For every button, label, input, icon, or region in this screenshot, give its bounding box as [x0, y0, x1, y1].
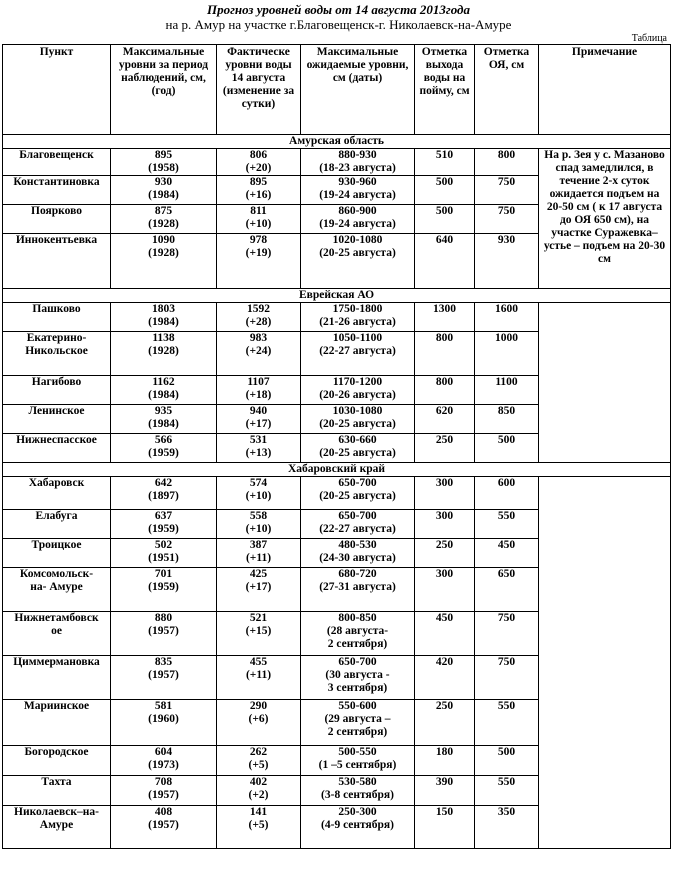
cell-actual-level-line: 521 — [249, 612, 268, 624]
cell-point-line: Иннокентьевка — [15, 234, 98, 246]
cell-point — [3, 149, 111, 176]
cell-oya-mark: 650 — [475, 568, 539, 612]
cell-expected-level — [301, 332, 415, 376]
cell-actual-level-line: 895 — [249, 176, 268, 188]
cell-max-level — [111, 510, 217, 539]
cell-actual-level-line: 1592 — [247, 303, 270, 315]
cell-oya-mark: 800 — [475, 149, 539, 176]
cell-max-level-line: 835 — [154, 656, 173, 668]
cell-expected-level-line: (29 августа – — [324, 713, 391, 725]
cell-point-line: Ленинское — [28, 405, 85, 417]
cell-expected-level-line: (28 августа- — [326, 625, 389, 637]
cell-floodplain-mark: 300 — [415, 568, 475, 612]
cell-actual-level — [217, 510, 301, 539]
cell-actual-level-line: 531 — [249, 434, 268, 446]
cell-oya-mark: 550 — [475, 776, 539, 806]
cell-max-level-line: (1928) — [148, 345, 179, 357]
cell-point — [3, 303, 111, 332]
cell-point-line: Нагибово — [31, 376, 82, 388]
cell-floodplain-mark: 510 — [415, 149, 475, 176]
cell-expected-level — [301, 568, 415, 612]
cell-point — [3, 568, 111, 612]
table-body — [3, 135, 671, 849]
cell-expected-level-line: (20-25 августа) — [319, 490, 396, 502]
cell-point — [3, 205, 111, 234]
cell-expected-level — [301, 205, 415, 234]
cell-expected-level-line: (22-27 августа) — [319, 345, 396, 357]
cell-max-level-line: (1984) — [148, 316, 179, 328]
cell-expected-level-line: (24-30 августа) — [319, 552, 396, 564]
cell-expected-level-line: 550-600 — [338, 700, 377, 712]
cell-actual-level-line: (+13) — [245, 447, 272, 459]
cell-expected-level — [301, 746, 415, 776]
cell-oya-mark: 550 — [475, 700, 539, 746]
cell-point-line: Нижнетамбовск — [14, 612, 99, 624]
cell-max-level-line: 1090 — [152, 234, 175, 246]
cell-max-level-line: (1984) — [148, 389, 179, 401]
header-note: Примечание — [539, 45, 671, 135]
cell-point — [3, 700, 111, 746]
cell-floodplain-mark: 180 — [415, 746, 475, 776]
cell-max-level-line: (1973) — [148, 759, 179, 771]
cell-expected-level-line: 880-930 — [338, 149, 377, 161]
cell-max-level-line: 502 — [154, 539, 173, 551]
cell-actual-level-line: 455 — [249, 656, 268, 668]
cell-oya-mark: 850 — [475, 405, 539, 434]
cell-oya-mark: 750 — [475, 205, 539, 234]
cell-actual-level — [217, 700, 301, 746]
cell-oya-mark: 500 — [475, 434, 539, 463]
cell-actual-level-line: (+10) — [245, 218, 272, 230]
cell-point — [3, 806, 111, 849]
cell-point-line: Тахта — [41, 776, 72, 788]
cell-max-level-line: 1162 — [152, 376, 175, 388]
cell-oya-mark: 350 — [475, 806, 539, 849]
cell-expected-level-line: 1020-1080 — [332, 234, 383, 246]
cell-point — [3, 376, 111, 405]
cell-expected-level-line: 3 сентября) — [327, 682, 388, 694]
cell-expected-level-line: (19-24 августа) — [319, 189, 396, 201]
cell-max-level — [111, 656, 217, 700]
cell-oya-mark: 1600 — [475, 303, 539, 332]
header-oya-mark: Отметка ОЯ, см — [475, 45, 539, 135]
cell-actual-level-line: 558 — [249, 510, 268, 522]
cell-expected-level-line: 630-660 — [338, 434, 377, 446]
cell-actual-level-line: (+11) — [245, 552, 272, 564]
cell-oya-mark: 500 — [475, 746, 539, 776]
cell-floodplain-mark: 620 — [415, 405, 475, 434]
cell-actual-level-line: (+16) — [245, 189, 272, 201]
cell-expected-level — [301, 806, 415, 849]
cell-point-line: Мариинское — [23, 700, 90, 712]
cell-max-level-line: (1959) — [148, 523, 179, 535]
cell-note — [539, 303, 671, 463]
cell-expected-level-line: (1 –5 сентября) — [318, 759, 397, 771]
cell-actual-level-line: (+24) — [245, 345, 272, 357]
cell-oya-mark: 1100 — [475, 376, 539, 405]
cell-max-level-line: 604 — [154, 746, 173, 758]
cell-actual-level — [217, 568, 301, 612]
header-expected-levels: Максимальные ожидаемые уровни, см (даты) — [301, 45, 415, 135]
cell-oya-mark: 750 — [475, 612, 539, 656]
cell-point — [3, 405, 111, 434]
cell-oya-mark: 550 — [475, 510, 539, 539]
cell-oya-mark: 450 — [475, 539, 539, 568]
cell-floodplain-mark: 150 — [415, 806, 475, 849]
cell-oya-mark: 600 — [475, 477, 539, 510]
cell-floodplain-mark: 390 — [415, 776, 475, 806]
cell-expected-level-line: (3-8 сентября) — [321, 789, 394, 801]
cell-point — [3, 510, 111, 539]
cell-expected-level-line: 530-580 — [338, 776, 377, 788]
cell-max-level-line: 708 — [154, 776, 173, 788]
cell-floodplain-mark: 250 — [415, 434, 475, 463]
cell-floodplain-mark: 250 — [415, 700, 475, 746]
cell-actual-level-line: 940 — [249, 405, 268, 417]
cell-expected-level-line: 1170-1200 — [332, 376, 383, 388]
cell-expected-level-line: (22-27 августа) — [319, 523, 396, 535]
cell-actual-level — [217, 434, 301, 463]
cell-expected-level — [301, 234, 415, 289]
cell-max-level-line: (1984) — [148, 189, 179, 201]
table-row — [3, 477, 671, 510]
header-max-levels: Максимальные уровни за период наблюдений, см, (год) — [111, 45, 217, 135]
cell-max-level — [111, 234, 217, 289]
cell-max-level — [111, 149, 217, 176]
cell-expected-level-line: 1050-1100 — [332, 332, 383, 344]
cell-actual-level — [217, 656, 301, 700]
cell-expected-level-line: 1750-1800 — [332, 303, 383, 315]
cell-expected-level-line: (4-9 сентября) — [321, 819, 394, 831]
cell-actual-level-line: 262 — [249, 746, 268, 758]
cell-actual-level-line: 425 — [249, 568, 268, 580]
cell-point-line: Троицкое — [31, 539, 82, 551]
cell-floodplain-mark: 640 — [415, 234, 475, 289]
cell-max-level-line: 581 — [154, 700, 173, 712]
cell-max-level-line: 642 — [154, 477, 173, 489]
cell-floodplain-mark: 500 — [415, 205, 475, 234]
cell-max-level — [111, 332, 217, 376]
cell-expected-level — [301, 477, 415, 510]
table-header-row — [3, 45, 671, 135]
region-title: Хабаровский край — [3, 463, 671, 477]
cell-max-level — [111, 568, 217, 612]
cell-max-level — [111, 612, 217, 656]
cell-max-level-line: (1960) — [148, 713, 179, 725]
cell-point-line: Елабуга — [35, 510, 78, 522]
cell-point-line: Амуре — [39, 819, 74, 831]
cell-expected-level — [301, 700, 415, 746]
cell-expected-level — [301, 149, 415, 176]
cell-expected-level — [301, 776, 415, 806]
cell-point-line: Благовещенск — [19, 149, 94, 161]
cell-max-level-line: (1959) — [148, 581, 179, 593]
table-row — [3, 303, 671, 332]
cell-floodplain-mark: 800 — [415, 332, 475, 376]
cell-expected-level-line: 2 сентября) — [327, 726, 388, 738]
cell-expected-level — [301, 176, 415, 205]
cell-floodplain-mark: 1300 — [415, 303, 475, 332]
cell-actual-level — [217, 149, 301, 176]
cell-expected-level — [301, 376, 415, 405]
cell-max-level-line: (1957) — [148, 625, 179, 637]
cell-max-level-line: 1138 — [152, 332, 175, 344]
cell-expected-level-line: 480-530 — [338, 539, 377, 551]
cell-max-level — [111, 776, 217, 806]
cell-oya-mark: 1000 — [475, 332, 539, 376]
cell-expected-level-line: (21-26 августа) — [319, 316, 396, 328]
cell-max-level-line: 1803 — [152, 303, 175, 315]
cell-max-level-line: (1959) — [148, 447, 179, 459]
cell-expected-level-line: (27-31 августа) — [319, 581, 396, 593]
cell-max-level-line: (1928) — [148, 218, 179, 230]
cell-max-level-line: 637 — [154, 510, 173, 522]
cell-actual-level — [217, 205, 301, 234]
cell-actual-level — [217, 176, 301, 205]
cell-max-level-line: 930 — [154, 176, 173, 188]
cell-expected-level-line: (18-23 августа) — [319, 162, 396, 174]
region-title: Амурская область — [3, 135, 671, 149]
cell-actual-level-line: (+28) — [245, 316, 272, 328]
cell-expected-level-line: 500-550 — [338, 746, 377, 758]
cell-point — [3, 332, 111, 376]
cell-max-level — [111, 539, 217, 568]
cell-note — [539, 477, 671, 849]
cell-floodplain-mark: 300 — [415, 477, 475, 510]
cell-actual-level — [217, 477, 301, 510]
cell-floodplain-mark: 420 — [415, 656, 475, 700]
cell-oya-mark: 750 — [475, 656, 539, 700]
cell-max-level — [111, 303, 217, 332]
cell-actual-level-line: 978 — [249, 234, 268, 246]
cell-max-level-line: (1957) — [148, 789, 179, 801]
cell-point — [3, 539, 111, 568]
cell-point-line: Никольское — [25, 345, 88, 357]
cell-expected-level-line: (20-25 августа) — [319, 247, 396, 259]
cell-actual-level — [217, 806, 301, 849]
cell-actual-level — [217, 332, 301, 376]
cell-expected-level — [301, 405, 415, 434]
cell-point — [3, 176, 111, 205]
cell-expected-level-line: 650-700 — [338, 510, 377, 522]
cell-expected-level — [301, 539, 415, 568]
table-row — [3, 149, 671, 176]
cell-actual-level — [217, 303, 301, 332]
forecast-table — [2, 44, 671, 849]
cell-max-level — [111, 205, 217, 234]
cell-max-level-line: (1928) — [148, 247, 179, 259]
cell-expected-level-line: (20-25 августа) — [319, 418, 396, 430]
cell-point-line: Екатерино- — [26, 332, 87, 344]
cell-max-level-line: 880 — [154, 612, 173, 624]
cell-max-level-line: (1957) — [148, 819, 179, 831]
cell-expected-level — [301, 434, 415, 463]
cell-point-line: Нижнеспасское — [16, 434, 97, 446]
cell-max-level — [111, 434, 217, 463]
cell-point — [3, 434, 111, 463]
cell-actual-level-line: (+17) — [245, 581, 272, 593]
cell-oya-mark: 750 — [475, 176, 539, 205]
table-label: Таблица — [631, 33, 667, 44]
cell-expected-level-line: 650-700 — [338, 656, 377, 668]
region-row — [3, 135, 671, 149]
header-actual-levels: Фактическе уровни воды 14 августа (изменение за сутки) — [217, 45, 301, 135]
cell-point-line: Константиновка — [13, 176, 100, 188]
cell-actual-level — [217, 234, 301, 289]
cell-point-line: на- Амуре — [30, 581, 83, 593]
cell-actual-level-line: (+11) — [245, 669, 272, 681]
cell-max-level-line: (1984) — [148, 418, 179, 430]
cell-max-level-line: (1951) — [148, 552, 179, 564]
cell-expected-level-line: 860-900 — [338, 205, 377, 217]
cell-max-level-line: (1957) — [148, 669, 179, 681]
header-point: Пункт — [3, 45, 111, 135]
cell-floodplain-mark: 800 — [415, 376, 475, 405]
cell-max-level — [111, 806, 217, 849]
cell-actual-level-line: (+15) — [245, 625, 272, 637]
cell-expected-level-line: (30 августа - — [325, 669, 390, 681]
cell-actual-level-line: (+2) — [248, 789, 269, 801]
cell-max-level — [111, 700, 217, 746]
cell-max-level-line: 875 — [154, 205, 173, 217]
region-row — [3, 463, 671, 477]
cell-point — [3, 477, 111, 510]
document-subtitle: на р. Амур на участке г.Благовещенск-г. Николаевск-на-Амуре — [165, 17, 512, 32]
cell-actual-level-line: 983 — [249, 332, 268, 344]
cell-actual-level — [217, 376, 301, 405]
cell-actual-level-line: (+10) — [245, 523, 272, 535]
cell-expected-level-line: (19-24 августа) — [319, 218, 396, 230]
cell-max-level-line: (1897) — [148, 490, 179, 502]
cell-floodplain-mark: 500 — [415, 176, 475, 205]
cell-max-level-line: 895 — [154, 149, 173, 161]
cell-expected-level-line: 650-700 — [338, 477, 377, 489]
cell-point-line: Николаевск–на- — [14, 806, 99, 818]
cell-point — [3, 776, 111, 806]
cell-max-level — [111, 477, 217, 510]
cell-actual-level-line: 387 — [249, 539, 268, 551]
region-title: Еврейская АО — [3, 289, 671, 303]
cell-expected-level-line: (20-25 августа) — [319, 447, 396, 459]
cell-actual-level-line: 402 — [249, 776, 268, 788]
cell-actual-level — [217, 776, 301, 806]
cell-actual-level-line: (+20) — [245, 162, 272, 174]
cell-max-level — [111, 405, 217, 434]
cell-point — [3, 746, 111, 776]
cell-point-line: ое — [51, 625, 62, 637]
cell-actual-level-line: (+19) — [245, 247, 272, 259]
cell-expected-level-line: 800-850 — [338, 612, 377, 624]
cell-floodplain-mark: 250 — [415, 539, 475, 568]
cell-actual-level-line: 574 — [249, 477, 268, 489]
cell-max-level-line: 408 — [154, 806, 173, 818]
cell-max-level-line: (1958) — [148, 162, 179, 174]
cell-point — [3, 234, 111, 289]
document-title: Прогноз уровней воды от 14 августа 2013года — [206, 2, 471, 17]
cell-point-line: Пашково — [32, 303, 81, 315]
cell-max-level-line: 701 — [154, 568, 173, 580]
cell-actual-level-line: 290 — [249, 700, 268, 712]
cell-max-level — [111, 376, 217, 405]
cell-actual-level — [217, 539, 301, 568]
cell-actual-level-line: (+17) — [245, 418, 272, 430]
cell-expected-level-line: 2 сентября) — [327, 638, 388, 650]
cell-actual-level-line: (+6) — [248, 713, 269, 725]
cell-actual-level-line: (+5) — [248, 819, 269, 831]
cell-actual-level — [217, 612, 301, 656]
cell-expected-level-line: (20-26 августа) — [319, 389, 396, 401]
cell-oya-mark: 930 — [475, 234, 539, 289]
cell-actual-level-line: (+18) — [245, 389, 272, 401]
cell-max-level — [111, 176, 217, 205]
cell-floodplain-mark: 450 — [415, 612, 475, 656]
cell-point-line: Хабаровск — [28, 477, 85, 489]
cell-actual-level-line: 806 — [249, 149, 268, 161]
cell-actual-level-line: (+10) — [245, 490, 272, 502]
cell-actual-level-line: 811 — [250, 205, 267, 217]
cell-actual-level-line: 141 — [249, 806, 268, 818]
cell-actual-level-line: (+5) — [248, 759, 269, 771]
cell-point-line: Циммермановка — [13, 656, 100, 668]
cell-expected-level — [301, 510, 415, 539]
cell-note: На р. Зея у с. Мазаново спад замедлился, в течение 2-х суток ожидается подъем на 20-50 см ( к 17 августа до ОЯ 650 см), на участке Суражевка–устье – подъем на 20-30 см — [539, 149, 671, 289]
cell-expected-level-line: 930-960 — [338, 176, 377, 188]
cell-point — [3, 656, 111, 700]
cell-floodplain-mark: 300 — [415, 510, 475, 539]
cell-expected-level-line: 1030-1080 — [332, 405, 383, 417]
cell-actual-level — [217, 405, 301, 434]
cell-point-line: Поярково — [31, 205, 82, 217]
cell-expected-level — [301, 656, 415, 700]
cell-expected-level — [301, 612, 415, 656]
cell-expected-level-line: 250-300 — [338, 806, 377, 818]
region-row — [3, 289, 671, 303]
cell-point-line: Комсомольск- — [19, 568, 94, 580]
cell-actual-level — [217, 746, 301, 776]
cell-point-line: Богородское — [24, 746, 89, 758]
cell-max-level-line: 935 — [154, 405, 173, 417]
header-floodplain-mark: Отметка выхода воды на пойму, см — [415, 45, 475, 135]
cell-actual-level-line: 1107 — [247, 376, 270, 388]
cell-max-level — [111, 746, 217, 776]
cell-point — [3, 612, 111, 656]
cell-expected-level-line: 680-720 — [338, 568, 377, 580]
cell-expected-level — [301, 303, 415, 332]
cell-max-level-line: 566 — [154, 434, 173, 446]
